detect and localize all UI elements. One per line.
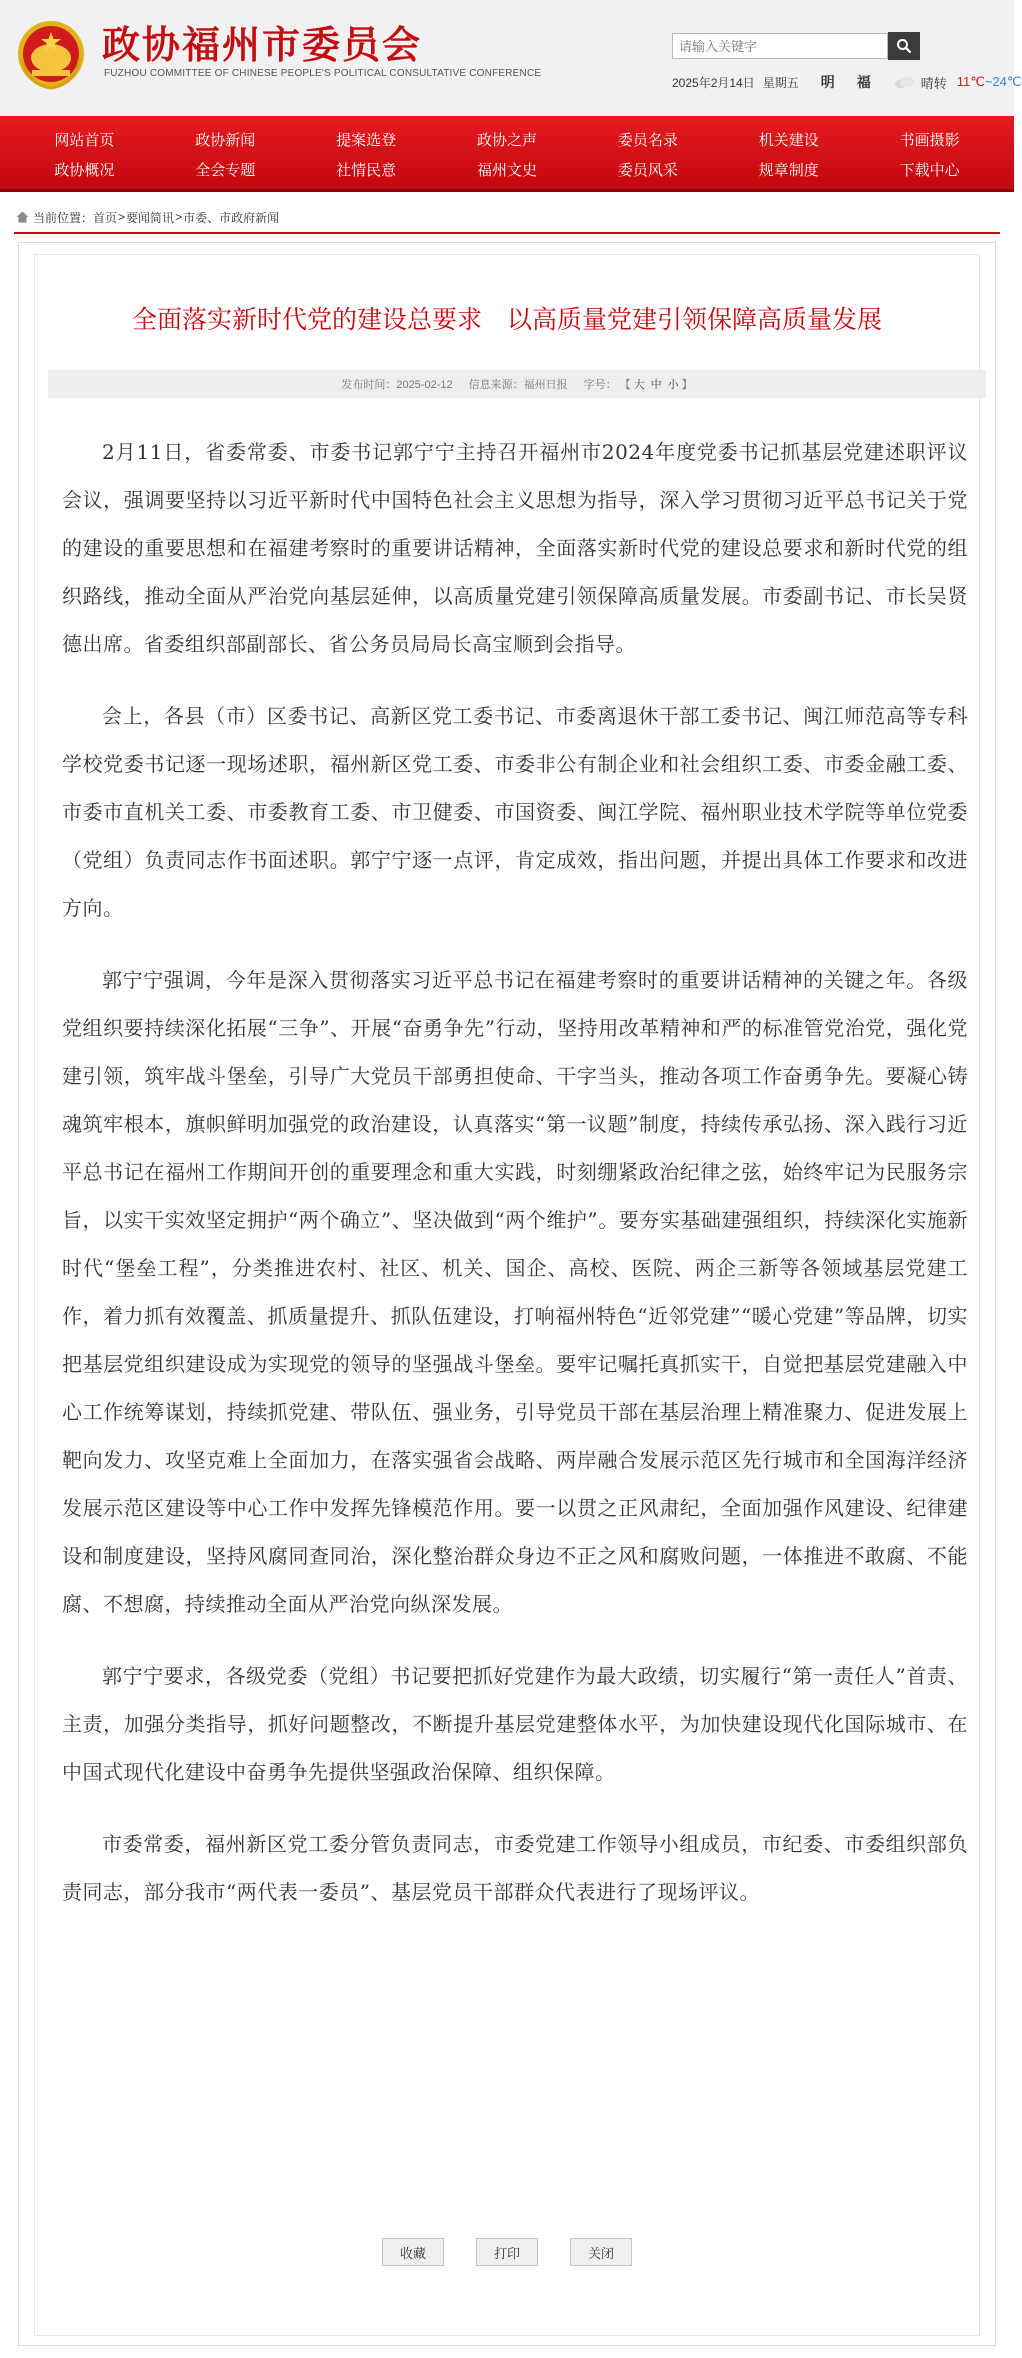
breadcrumb xyxy=(16,206,279,228)
nav-item-proposals[interactable]: 提案选登 xyxy=(336,131,397,149)
article-paragraph: 郭宁宁要求，各级党委（党组）书记要把抓好党建作为最大政绩，切实履行“第一责任人”首责、主责，加强分类指导，抓好问题整改，不断提升基层党建整体水平，为加快建设现代化国际城市、在中国式现代化建设中奋勇争先提供坚强政治保障、组织保障。 xyxy=(62,1664,968,1784)
breadcrumb-home[interactable]: 首页 xyxy=(93,210,118,225)
breadcrumb-news[interactable]: 要闻简讯 xyxy=(126,210,175,225)
site-subtitle: FUZHOU COMMITTEE OF CHINESE PEOPLE'S POLITICAL CONSULTATIVE CONFERENCE xyxy=(104,68,542,79)
nav-item-news[interactable]: 政协新闻 xyxy=(195,131,256,149)
print-button[interactable]: 打印 xyxy=(476,2238,538,2266)
nav-item-art[interactable]: 书画摄影 xyxy=(899,131,960,149)
breadcrumb-current[interactable]: 市委、市政府新闻 xyxy=(183,210,280,225)
temp-separator: ~ xyxy=(984,74,993,89)
temp-high: 24℃ xyxy=(992,74,1022,89)
nav-item-organization[interactable]: 机关建设 xyxy=(758,131,819,149)
search-button[interactable] xyxy=(888,32,920,60)
search-icon xyxy=(896,38,912,54)
article-paragraph: 2月11日，省委常委、市委书记郭宁宁主持召开福州市2024年度党委书记抓基层党建述职评议会议，强调要坚持以习近平新时代中国特色社会主义思想为指导，深入学习贯彻习近平总书记关于党的建设的重要思想和在福建考察时的重要讲话精神，全面落实新时代党的建设总要求和新时代党的组织路线，推动全面从严治党向基层延伸，以高质量党建引领保障高质量发展。市委副书记、市长吴贤德出席。省委组织部副部长、省公务员局局长高宝顺到会指导。 xyxy=(62,440,968,656)
nav-row-1 xyxy=(14,124,1000,156)
breadcrumb-label: 当前位置： xyxy=(33,210,94,225)
article-meta xyxy=(48,370,986,398)
article-paragraph: 市委常委，福州新区党工委分管负责同志，市委党建工作领导小组成员，市纪委、市委组织部负责同志，部分我市“两代表一委员”、基层党员干部群众代表进行了现场评议。 xyxy=(62,1832,968,1904)
article-paragraph: 郭宁宁强调，今年是深入贯彻落实习近平总书记在福建考察时的重要讲话精神的关键之年。各级党组织要持续深化拓展“三争”、开展“奋勇争先”行动，坚持用改革精神和严的标准管党治党，强化党建引领，筑牢战斗堡垒，引导广大党员干部勇担使命、干字当头，推动各项工作奋勇争先。要凝心铸魂筑牢根本，旗帜鲜明加强党的政治建设，认真落实“第一议题”制度，持续传承弘扬、深入践行习近平总书记在福州工作期间开创的重要理念和重大实践，时刻绷紧政治纪律之弦，始终牢记为民服务宗旨，以实干实效坚定拥护“两个确立”、坚决做到“两个维护”。要夯实基础建强组织，持续深化实施新时代“堡垒工程”，分类推进农村、社区、机关、国企、高校、医院、两企三新等各领域基层党建工作，着力抓有效覆盖、抓质量提升、抓队伍建设，打响福州特色“近邻党建”“暖心党建”等品牌，切实把基层党组织建设成为实现党的领导的坚强战斗堡垒。要牢记嘱托真抓实干，自觉把基层党建融入中心工作统筹谋划，持续抓党建、带队伍、强业务，引导党员干部在基层治理上精准聚力、促进发展上靶向发力、攻坚克难上全面加力，在落实强省会战略、两岸融合发展示范区先行城市和全国海洋经济发展示范区建设等中心工作中发挥先锋模范作用。要一以贯之正风肃纪，全面加强作风建设、纪律建设和制度建设，坚持风腐同查同治，深化整治群众身边不正之风和腐败问题，一体推进不敢腐、不能腐、不想腐，持续推动全面从严治党向纵深发展。 xyxy=(62,968,968,1616)
font-bracket: 】 xyxy=(681,379,693,391)
close-button[interactable]: 关闭 xyxy=(570,2238,632,2266)
current-date: 2025年2月14日 xyxy=(672,75,755,90)
temp-low: 11℃ xyxy=(956,74,985,89)
article-actions xyxy=(34,2238,980,2266)
font-size-large[interactable]: 大 xyxy=(633,379,645,391)
search-input[interactable] xyxy=(672,33,888,59)
current-weekday: 星期五 xyxy=(762,75,799,90)
info-source: 信息来源：福州日报 xyxy=(468,379,568,391)
nav-item-history[interactable]: 福州文史 xyxy=(477,161,538,179)
article-paragraph: 会上，各县（市）区委书记、高新区党工委书记、市委离退休干部工委书记、闽江师范高等专科学校党委书记逐一现场述职，福州新区党工委、市委非公有制企业和社会组织工委、市委金融工委、市委市直机关工委、市委教育工委、市卫健委、市国资委、闽江学院、福州职业技术学院等单位党委（党组）负责同志作书面述职。郭宁宁逐一点评，肯定成效，指出问题，并提出具体工作要求和改进方向。 xyxy=(62,704,968,920)
article-body xyxy=(62,428,968,1940)
nav-item-member-style[interactable]: 委员风采 xyxy=(617,161,678,179)
favorite-button[interactable]: 收藏 xyxy=(382,2238,444,2266)
nav-item-plenary[interactable]: 全会专题 xyxy=(195,161,256,179)
font-bracket: 【 xyxy=(619,379,631,391)
font-size-control xyxy=(584,376,693,392)
temperature xyxy=(957,74,1022,90)
article-title: 全面落实新时代党的建设总要求 以高质量党建引领保障高质量发展 xyxy=(131,305,882,334)
nav-item-public-opinion[interactable]: 社情民意 xyxy=(336,161,397,179)
cppcc-emblem-icon xyxy=(16,18,86,90)
nav-item-voice[interactable]: 政协之声 xyxy=(477,131,538,149)
font-size-small[interactable]: 小 xyxy=(667,379,679,391)
nav-row-2 xyxy=(14,154,1000,186)
nav-item-rules[interactable]: 规章制度 xyxy=(758,161,819,179)
publish-time: 发布时间：2025-02-12 xyxy=(341,379,453,391)
date-weather-bar xyxy=(672,73,1022,91)
nav-item-overview[interactable]: 政协概况 xyxy=(54,161,115,179)
cloud-icon xyxy=(893,75,915,89)
nav-item-member-list[interactable]: 委员名录 xyxy=(617,131,678,149)
breadcrumb-separator: > xyxy=(118,210,126,224)
breadcrumb-separator: > xyxy=(175,210,183,224)
nav-item-downloads[interactable]: 下载中心 xyxy=(899,161,960,179)
site-header xyxy=(0,0,1022,116)
weather-word-2: 福 xyxy=(856,74,871,90)
weather-word-1: 明 xyxy=(820,74,835,90)
nav-item-home[interactable]: 网站首页 xyxy=(54,131,115,149)
breadcrumb-divider xyxy=(14,232,1000,234)
main-nav xyxy=(0,116,1014,192)
site-title[interactable]: 政协福州市委员会 xyxy=(102,22,423,67)
weather-text: 晴转 xyxy=(920,75,947,91)
home-icon xyxy=(16,211,29,223)
font-size-medium[interactable]: 中 xyxy=(650,379,662,391)
font-size-label: 字号： xyxy=(583,379,617,391)
